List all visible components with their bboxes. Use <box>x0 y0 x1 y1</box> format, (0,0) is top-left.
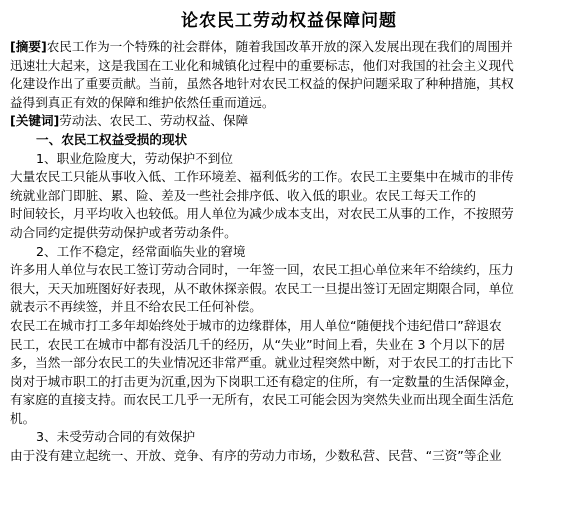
para1-line-3: 时间较长，月平均收入也较低。用人单位为减少成本支出，对农民工从事的工作，不按照劳 <box>10 206 514 222</box>
para1-line-4: 动合同约定提供劳动保护或者劳动条件。 <box>10 224 237 240</box>
keywords-text: 劳动法、农民工、劳动权益、保障 <box>59 113 249 129</box>
abstract-line-3: 化建设作出了重要贡献。当前，虽然各地针对农民工权益的保护问题采取了种种措施，其权 <box>10 76 514 92</box>
para3-line-4: 岗对于城市职工的打击更为沉重,因为下岗职工还有稳定的住所，有一定数量的生活保障金， <box>10 373 518 389</box>
keywords-label: [关键词] <box>10 113 60 129</box>
para4-line-1: 由于没有建立起统一、开放、竞争、有序的劳动力市场，少数私营、民营、“三资”等企业 <box>10 448 502 464</box>
subheading-1: 1、职业危险度大，劳动保护不到位 <box>36 150 233 166</box>
subheading-3: 3、未受劳动合同的有效保护 <box>36 429 196 445</box>
para3-line-5: 有家庭的直接支持。而农民工几乎一无所有，农民工可能会因为突然失业而出现全面生活危 <box>10 392 514 408</box>
para3-line-3: 多，当然一部分农民工的失业情况还非常严重。就业过程突然中断，对于农民工的打击比下 <box>10 355 514 371</box>
abstract-block <box>10 38 568 112</box>
subheading-2: 2、工作不稳定，经常面临失业的窘境 <box>36 243 246 259</box>
section-heading-1: 一、农民工权益受损的现状 <box>36 131 188 147</box>
para2-line-3: 就表示不再续签，并且不给农民工任何补偿。 <box>10 299 262 315</box>
abstract-line-2: 迅速壮大起来，这是我国在工业化和城镇化过程中的重要标志，他们对我国的社会主义现代 <box>10 57 514 73</box>
para2-line-1: 许多用人单位与农民工签订劳动合同时，一年签一回，农民工担心单位来年不给续约，压力 <box>10 262 514 278</box>
para3-line-2: 民工，农民工在城市中都有没活几千的经历，从“失业”时间上看，失业在 3 个月以下的居 <box>10 336 506 352</box>
para2-line-2: 很大，天天加班图好好表现，从不敢休探亲假。农民工一旦提出签订无固定期限合同，单位 <box>10 280 514 296</box>
keywords-line <box>10 112 568 131</box>
abstract-line-4: 益得到真正有效的保障和维护依然任重而道远。 <box>10 94 275 110</box>
para3-line-6: 机。 <box>10 410 36 426</box>
abstract-line-1: [摘要]农民工作为一个特殊的社会群体，随着我国改革开放的深入发展出现在我们的周围并 <box>10 39 513 54</box>
para1-line-2: 统就业部门即脏、累、险、差及一些社会排序低、收入低的职业。农民工每天工作的 <box>10 187 476 203</box>
para1-line-1: 大量农民工只能从事收入低、工作环境差、福利低劣的工作。农民工主要集中在城市的非传 <box>10 169 514 185</box>
document-title: 论农民工劳动权益保障问题 <box>181 11 397 31</box>
abstract-label: [摘要] <box>10 39 47 54</box>
para3-line-1: 农民工在城市打工多年却始终处于城市的边缘群体，用人单位“随便找个违纪借口”辞退农 <box>10 317 502 333</box>
